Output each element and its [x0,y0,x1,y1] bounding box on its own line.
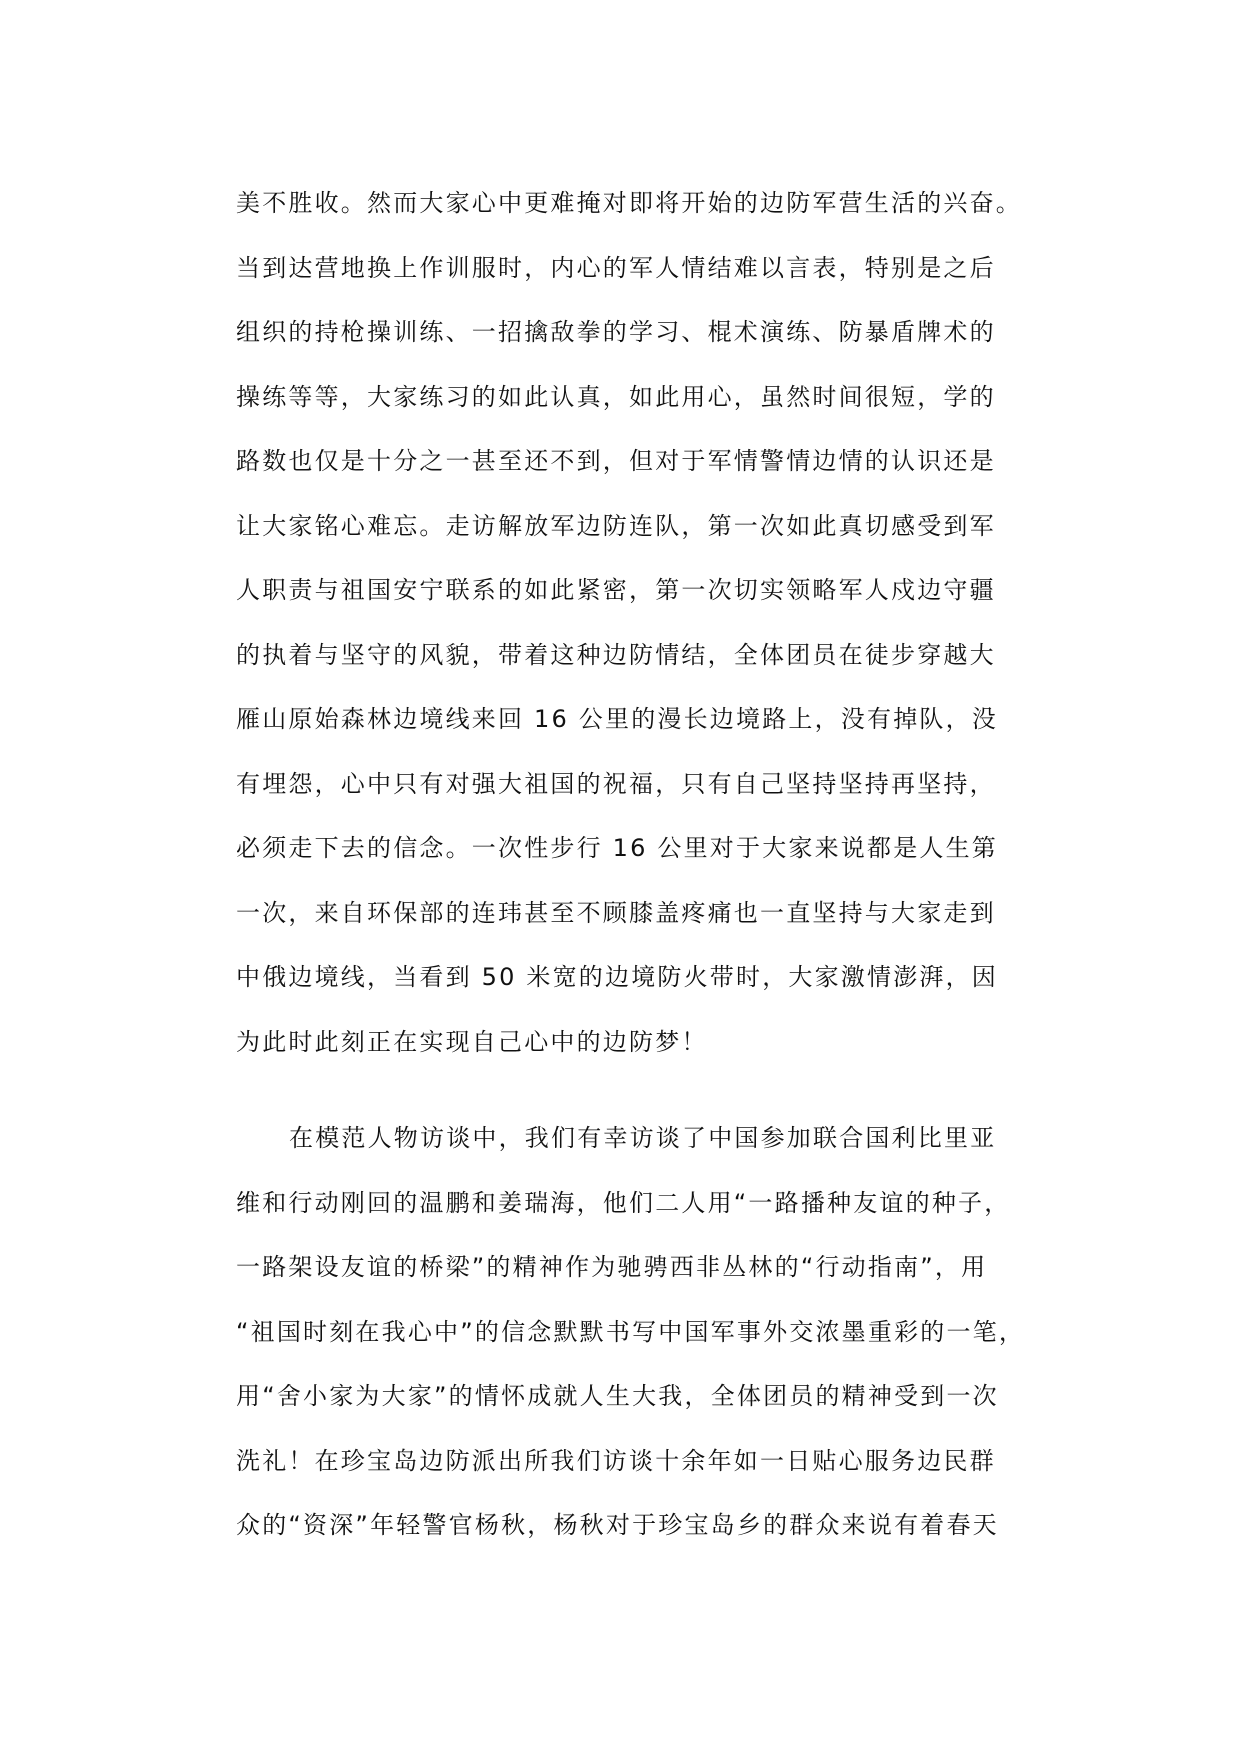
text-line: 路数也仅是十分之一甚至还不到，但对于军情警情边情的认识还是 [236,447,996,475]
paragraph-1 [236,171,1036,1074]
text-line: 操练等等，大家练习的如此认真，如此用心，虽然时间很短，学的 [236,382,996,411]
text-line: 一次，来自环保部的连玮甚至不顾膝盖疼痛也一直坚持与大家走到 [236,898,996,927]
text-line: 有埋怨，心中只有对强大祖国的祝福，只有自己坚持坚持再坚持， [236,769,996,798]
text-line: 的执着与坚守的风貌，带着这种边防情结，全体团员在徒步穿越大 [236,640,996,669]
text-line: 美不胜收。然而大家心中更难掩对即将开始的边防军营生活的兴奋。 [236,189,1022,217]
text-line: 人职责与祖国安宁联系的如此紧密，第一次切实领略军人戍边守疆 [236,576,996,604]
text-line: 让大家铭心难忘。走访解放军边防连队，第一次如此真切感受到军 [236,511,996,540]
text-line-indented: 在模范人物访谈中，我们有幸访谈了中国参加联合国利比里亚 [289,1124,997,1152]
text-line: “祖国时刻在我心中”的信念默默书写中国军事外交浓墨重彩的一笔， [236,1317,1026,1346]
text-line: 雁山原始森林边境线来回 16 公里的漫长边境路上，没有掉队，没 [236,705,998,733]
text-line: 为此时此刻正在实现自己心中的边防梦！ [236,1027,708,1056]
text-line: 当到达营地换上作训服时，内心的军人情结难以言表，特别是之后 [236,253,996,282]
text-line: 中俄边境线，当看到 50 米宽的边境防火带时，大家激情澎湃，因 [236,963,998,991]
text-line: 用“舍小家为大家”的情怀成就人生大我，全体团员的精神受到一次 [236,1382,999,1410]
text-line: 洗礼！在珍宝岛边防派出所我们访谈十余年如一日贴心服务边民群 [236,1446,996,1475]
text-line: 必须走下去的信念。一次性步行 16 公里对于大家来说都是人生第 [236,834,998,862]
text-line: 维和行动刚回的温鹏和姜瑞海，他们二人用“一路播种友谊的种子， [236,1188,1011,1217]
text-line: 组织的持枪操训练、一招擒敌拳的学习、棍术演练、防暴盾牌术的 [236,318,996,346]
paragraph-2 [236,1106,1036,1558]
body-text [236,171,1036,1558]
text-line: 众的“资深”年轻警官杨秋，杨秋对于珍宝岛乡的群众来说有着春天 [236,1511,999,1539]
text-line: 一路架设友谊的桥梁”的精神作为驰骋西非丛林的“行动指南”，用 [236,1253,988,1281]
paragraph-spacer [236,1074,1036,1106]
